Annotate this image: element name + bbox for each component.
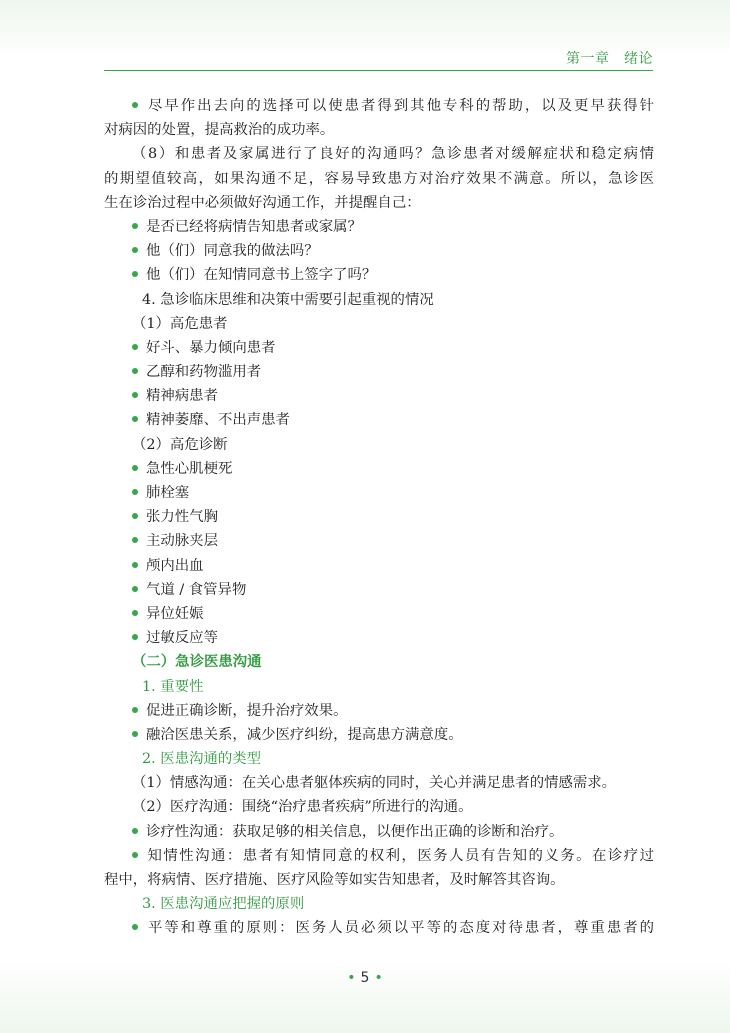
- line-text: 4. 急诊临床思维和决策中需要引起重视的情况: [142, 291, 434, 308]
- line-text: （1）高危患者: [132, 315, 228, 332]
- bullet-item: [104, 578, 654, 602]
- line-text: （二）急诊医患沟通: [132, 653, 262, 671]
- line-text: 他（们）在知情同意书上签字了吗？: [146, 267, 377, 284]
- bullet-item: [104, 408, 654, 432]
- page-number-dot-right: •: [374, 970, 383, 986]
- bullet-item: [104, 723, 654, 747]
- line-text: （2）医疗沟通：围绕“治疗患者疾病”所进行的沟通。: [132, 799, 473, 816]
- section-heading: [104, 650, 654, 674]
- line-text: 3. 医患沟通应把握的原则: [142, 896, 305, 913]
- text-line: [104, 433, 654, 457]
- text-line: [104, 868, 654, 892]
- bullet-dot-icon: [132, 271, 138, 277]
- bullet-item: [104, 336, 654, 360]
- bullet-dot-icon: [132, 513, 138, 519]
- bullet-item: [104, 554, 654, 578]
- bullet-item: [104, 820, 654, 844]
- bullet-dot-icon: [132, 634, 138, 640]
- bullet-item: [104, 529, 654, 553]
- bullet-dot-icon: [132, 465, 138, 471]
- line-text: 对病因的处置，提高救治的成功率。: [104, 122, 335, 139]
- line-text: 尽早作出去向的选择可以使患者得到其他专科的帮助，以及更早获得针: [146, 98, 654, 114]
- text-line: [104, 118, 654, 142]
- bullet-item: [104, 916, 654, 940]
- bullet-dot-icon: [132, 102, 138, 108]
- page-number-footer: [0, 970, 730, 986]
- line-text: 张力性气胸: [146, 509, 218, 526]
- subsection-heading: [104, 747, 654, 771]
- line-text: 诊疗性沟通：获取足够的相关信息，以便作出正确的诊断和治疗。: [146, 823, 564, 840]
- line-text: 好斗、暴力倾向患者: [146, 339, 276, 356]
- line-text: 平等和尊重的原则：医务人员必须以平等的态度对待患者，尊重患者的: [146, 920, 654, 937]
- bullet-dot-icon: [132, 828, 138, 834]
- bullet-item: [104, 626, 654, 650]
- bullet-item: [104, 602, 654, 626]
- bullet-item: [104, 457, 654, 481]
- bullet-item: [104, 239, 654, 263]
- text-line: [104, 771, 654, 795]
- page-number: 5: [360, 970, 370, 986]
- chapter-title: 第一章 绪论: [566, 51, 653, 67]
- line-text: （8）和患者及家属进行了良好的沟通吗？急诊患者对缓解症状和稳定病情: [132, 146, 654, 163]
- bullet-item: [104, 215, 654, 239]
- line-text: 过敏反应等: [146, 630, 218, 647]
- bullet-item: [104, 94, 654, 118]
- bullet-item: [104, 263, 654, 287]
- line-text: 乙醇和药物滥用者: [146, 364, 262, 381]
- line-text: 程中，将病情、医疗措施、医疗风险等如实告知患者，及时解答其咨询。: [104, 872, 565, 888]
- bullet-dot-icon: [132, 223, 138, 229]
- line-text: 融洽医患关系，减少医疗纠纷，提高患方满意度。: [146, 726, 463, 743]
- subsection-heading: [104, 675, 654, 699]
- bullet-item: [104, 384, 654, 408]
- bullet-item: [104, 505, 654, 529]
- line-text: 主动脉夹层: [146, 533, 218, 550]
- line-text: 颅内出血: [146, 557, 204, 574]
- line-text: 知情性沟通：患者有知情同意的权利，医务人员有告知的义务。在诊疗过: [146, 847, 654, 864]
- text-line: [104, 288, 654, 312]
- bullet-dot-icon: [132, 924, 138, 930]
- bullet-dot-icon: [132, 344, 138, 350]
- bullet-item: [104, 844, 654, 868]
- bullet-dot-icon: [132, 707, 138, 713]
- line-text: 他（们）同意我的做法吗？: [146, 243, 319, 260]
- bullet-dot-icon: [132, 416, 138, 422]
- line-text: 促进正确诊断，提升治疗效果。: [146, 702, 348, 719]
- bullet-dot-icon: [132, 562, 138, 568]
- text-line: [104, 167, 654, 191]
- bullet-dot-icon: [132, 731, 138, 737]
- text-line: [104, 312, 654, 336]
- line-text: 2. 医患沟通的类型: [142, 751, 262, 768]
- line-text: 精神萎靡、不出声患者: [146, 412, 290, 429]
- line-text: （2）高危诊断: [132, 436, 228, 453]
- line-text: 是否已经将病情告知患者或家属？: [146, 218, 362, 235]
- line-text: 急性心肌梗死: [146, 460, 233, 477]
- line-text: 的期望值较高，如果沟通不足，容易导致患方对治疗效果不满意。所以，急诊医: [104, 170, 654, 187]
- bullet-dot-icon: [132, 489, 138, 495]
- line-text: 1. 重要性: [142, 678, 204, 695]
- text-line: [104, 191, 654, 215]
- line-text: 精神病患者: [146, 388, 218, 405]
- bullet-item: [104, 360, 654, 384]
- text-line: [104, 795, 654, 819]
- running-header: [104, 44, 653, 71]
- bullet-dot-icon: [132, 586, 138, 592]
- line-text: 异位妊娠: [146, 605, 204, 622]
- subsection-heading: [104, 892, 654, 916]
- page-number-dot-left: •: [347, 970, 356, 986]
- line-text: 生在诊治过程中必须做好沟通工作，并提醒自己：: [104, 194, 421, 211]
- page-body: [104, 94, 654, 941]
- text-line: [104, 142, 654, 166]
- bullet-dot-icon: [132, 392, 138, 398]
- bullet-dot-icon: [132, 852, 138, 858]
- line-text: 肺栓塞: [146, 485, 190, 501]
- bullet-dot-icon: [132, 537, 138, 543]
- bullet-item: [104, 699, 654, 723]
- line-text: 气道 / 食管异物: [146, 581, 247, 598]
- bullet-item: [104, 481, 654, 505]
- bullet-dot-icon: [132, 610, 138, 616]
- bullet-dot-icon: [132, 368, 138, 374]
- bullet-dot-icon: [132, 247, 138, 253]
- line-text: （1）情感沟通：在关心患者躯体疾病的同时，关心并满足患者的情感需求。: [132, 775, 617, 792]
